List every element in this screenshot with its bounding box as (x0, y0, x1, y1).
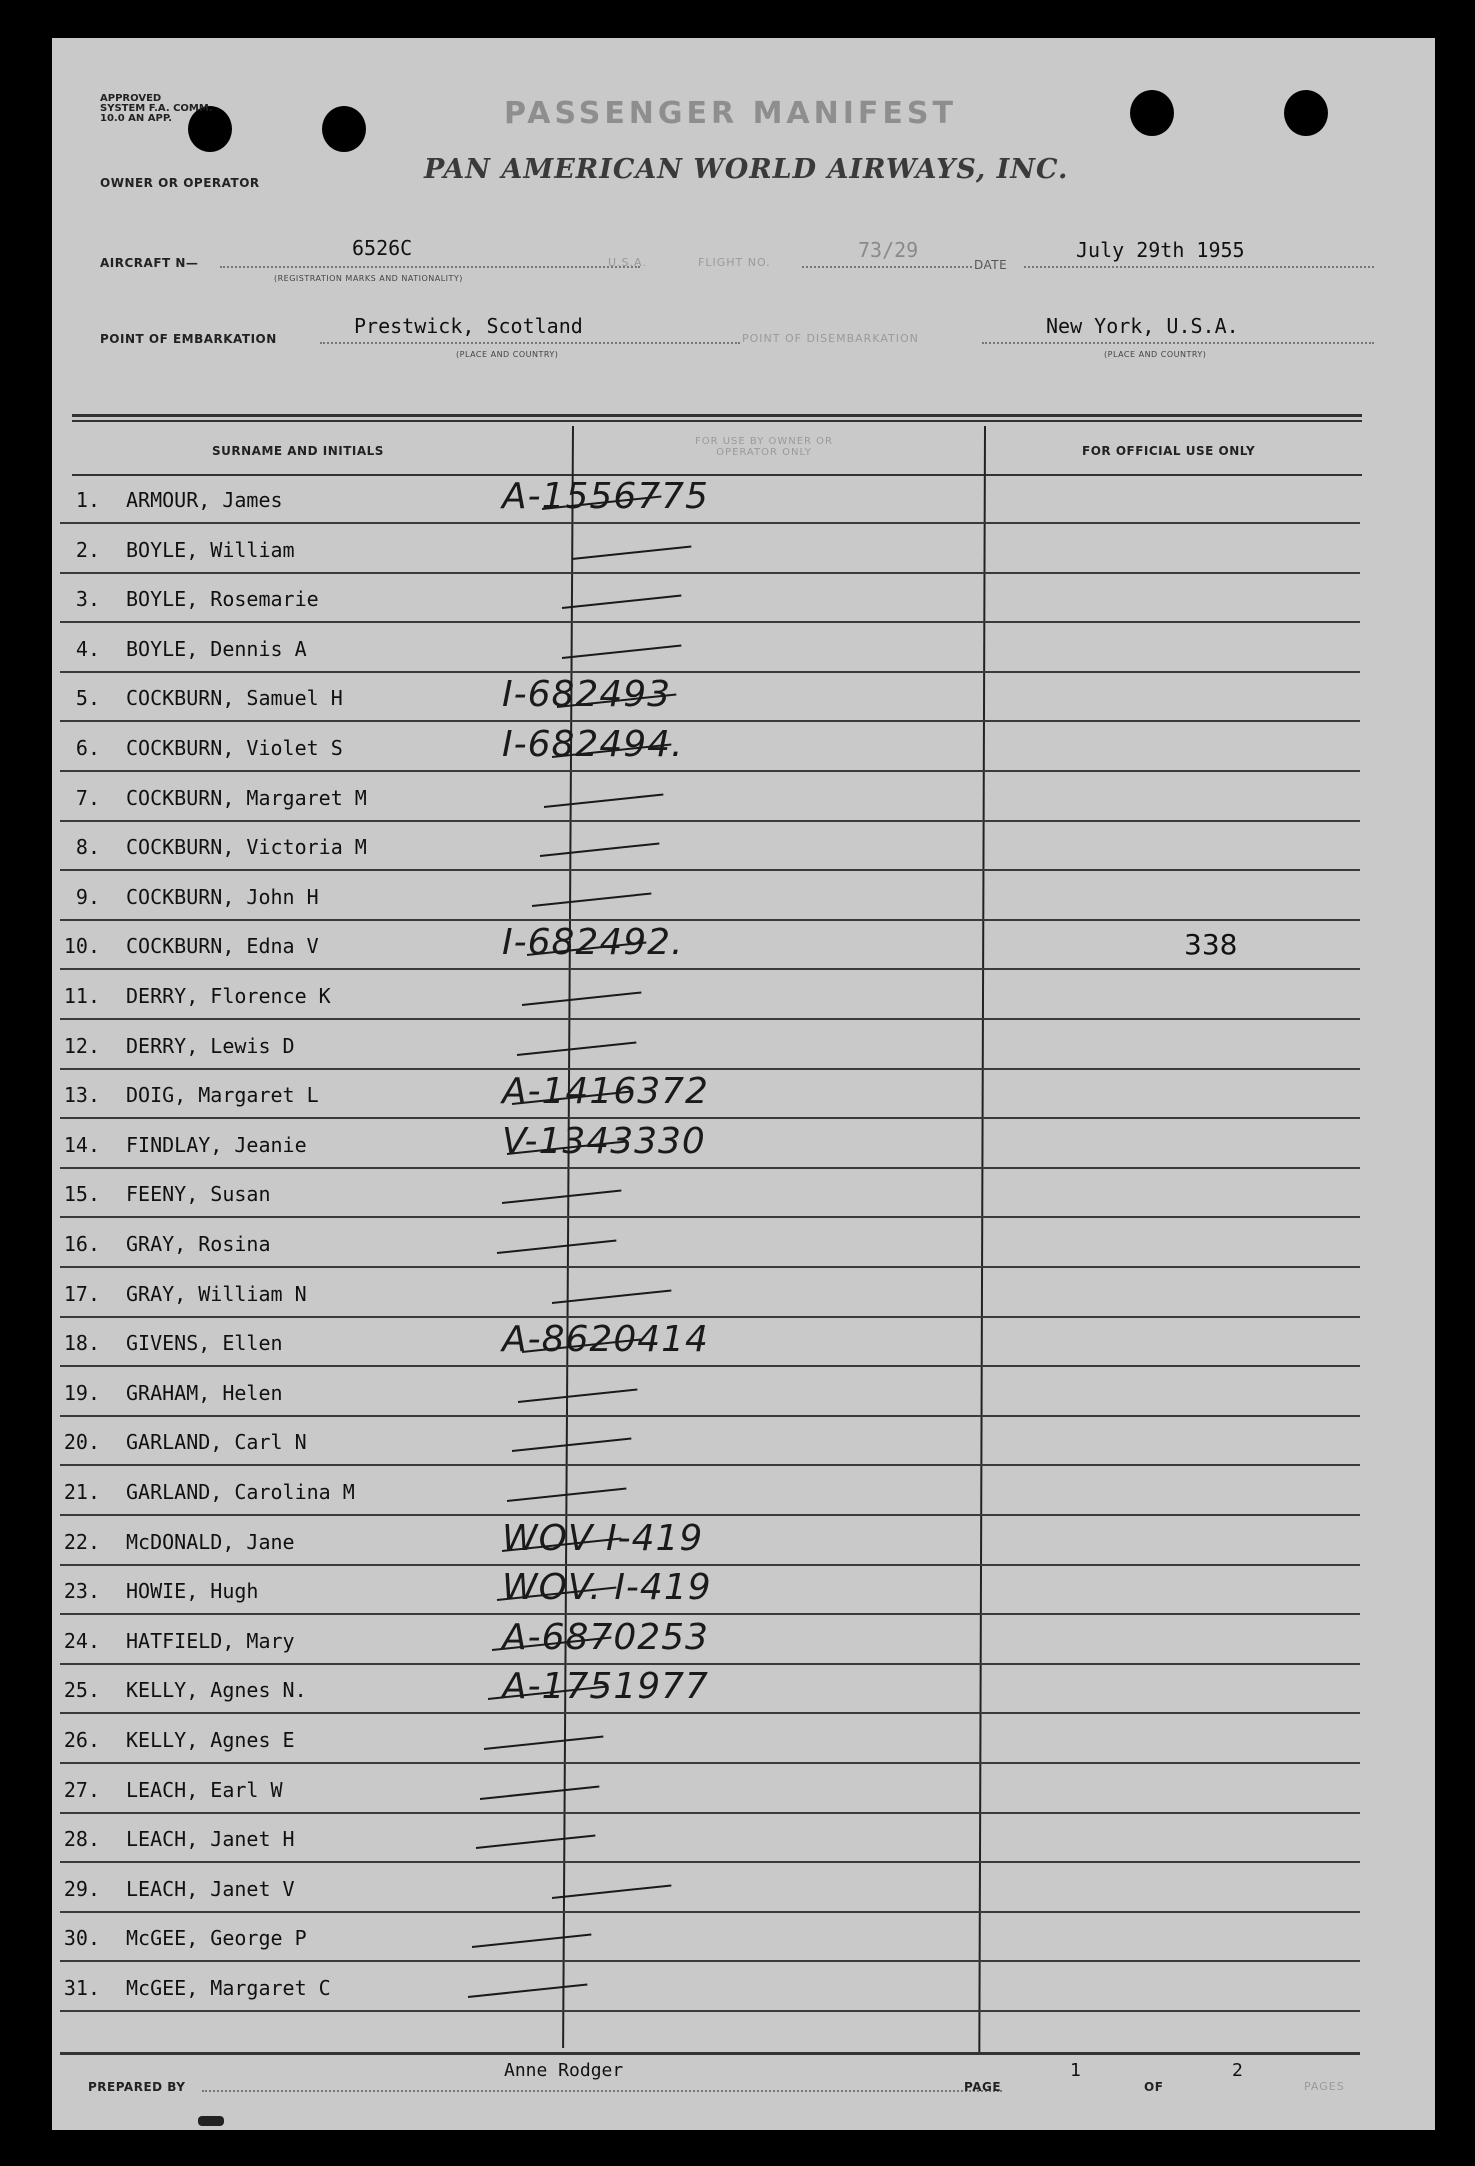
owner-entry: I-682494. (502, 724, 684, 765)
table-row (52, 1565, 1435, 1615)
table-row (52, 1168, 1435, 1218)
table-row (52, 623, 1435, 673)
check-tick (468, 1983, 588, 1998)
page-label: PAGE (964, 2080, 1002, 2094)
owner-entry: I-682492. (502, 922, 684, 964)
disembark-value: New York, U.S.A. (1046, 314, 1239, 338)
official-entry: 338 (1184, 928, 1238, 962)
flight-label: FLIGHT NO. (698, 256, 771, 269)
passenger-name: COCKBURN, John H (126, 884, 319, 909)
table-row (52, 1069, 1435, 1119)
passenger-name: COCKBURN, Samuel H (126, 686, 343, 711)
embark-caption: (PLACE AND COUNTRY) (456, 350, 559, 359)
usa-label: U.S.A. (608, 256, 647, 269)
aircraft-caption: (REGISTRATION MARKS AND NATIONALITY) (274, 274, 463, 283)
owner-entry: WOV. I-419 (502, 1567, 712, 1609)
check-tick (562, 595, 682, 610)
prepared-label: PREPARED BY (88, 2080, 186, 2094)
table-row (52, 1416, 1435, 1466)
owner-entry: A-1556775 (502, 476, 709, 517)
prepared-dotline (202, 2090, 1002, 2092)
table-row (52, 1268, 1435, 1318)
check-tick (544, 793, 664, 808)
page-value: 1 (1070, 2060, 1081, 2081)
passenger-name: BOYLE, Rosemarie (126, 587, 319, 612)
check-tick (532, 892, 652, 907)
passenger-name: GIVENS, Ellen (126, 1331, 283, 1356)
row-number: 5. (75, 686, 100, 711)
row-number: 26. (63, 1728, 100, 1752)
table-row (52, 1516, 1435, 1566)
row-number: 6. (75, 736, 100, 760)
table-row (52, 970, 1435, 1020)
row-number: 22. (63, 1529, 100, 1554)
table-row (52, 672, 1435, 722)
row-number: 2. (75, 537, 100, 562)
passenger-name: ARMOUR, James (126, 488, 283, 512)
row-number: 13. (63, 1083, 100, 1108)
table-row (52, 871, 1435, 921)
row-number: 19. (63, 1380, 100, 1405)
passenger-name: GARLAND, Carolina M (126, 1480, 355, 1504)
date-label: DATE (974, 258, 1008, 272)
passenger-name: COCKBURN, Margaret M (126, 785, 367, 810)
passenger-name: McGEE, George P (126, 1926, 307, 1951)
embark-dotline (320, 342, 740, 344)
disembark-label: POINT OF DISEMBARKATION (742, 332, 919, 345)
table-row (52, 474, 1435, 524)
table-row (52, 1466, 1435, 1516)
passenger-name: DERRY, Lewis D (126, 1033, 295, 1058)
row-number: 1. (75, 488, 100, 512)
table-row (52, 1912, 1435, 1962)
col-surname-header: SURNAME AND INITIALS (212, 444, 384, 458)
check-tick (512, 1438, 632, 1453)
aircraft-label: AIRCRAFT N— (100, 256, 199, 270)
owner-entry: WOV I-419 (502, 1517, 704, 1559)
owner-entry: A-6870253 (502, 1616, 709, 1658)
disembark-caption: (PLACE AND COUNTRY) (1104, 350, 1207, 359)
check-tick (517, 1041, 637, 1056)
col-official-header: FOR OFFICIAL USE ONLY (1082, 444, 1256, 458)
passenger-name: LEACH, Janet H (126, 1827, 295, 1852)
date-value: July 29th 1955 (1076, 238, 1245, 262)
table-row (52, 1764, 1435, 1814)
row-number: 28. (63, 1827, 100, 1852)
row-number: 14. (63, 1132, 100, 1157)
form-title: PASSENGER MANIFEST (504, 96, 957, 131)
table-row (52, 821, 1435, 871)
approval-stamp (100, 94, 213, 124)
check-tick (518, 1388, 638, 1403)
disembark-dotline (982, 342, 1374, 344)
table-row (52, 920, 1435, 970)
check-tick (497, 1239, 617, 1254)
row-number: 25. (63, 1678, 100, 1703)
table-row (52, 1615, 1435, 1665)
row-number: 8. (75, 835, 100, 860)
table-row (52, 1317, 1435, 1367)
flight-dotline (802, 266, 972, 268)
row-number: 30. (63, 1926, 100, 1951)
passenger-name: McGEE, Margaret C (126, 1976, 331, 2000)
passenger-name: FEENY, Susan (126, 1182, 271, 1207)
passenger-name: HATFIELD, Mary (126, 1628, 295, 1653)
row-number: 16. (63, 1232, 100, 1256)
check-tick (522, 991, 642, 1006)
passenger-name: DERRY, Florence K (126, 984, 331, 1008)
approval-line: 10.0 AN APP. (100, 113, 173, 124)
passenger-name: HOWIE, Hugh (126, 1579, 259, 1604)
passenger-name: LEACH, Janet V (126, 1876, 295, 1901)
table-top-rule (72, 420, 1362, 422)
aircraft-value: 6526C (352, 236, 413, 260)
row-number: 18. (63, 1331, 100, 1356)
check-tick (562, 644, 682, 659)
check-tick (472, 1934, 592, 1949)
approval-line: APPROVED (100, 93, 162, 104)
check-tick (480, 1785, 600, 1800)
table-row (52, 1863, 1435, 1913)
row-number: 17. (63, 1281, 100, 1306)
row-rule (60, 2010, 1360, 2012)
check-tick (484, 1735, 604, 1750)
check-tick (507, 1487, 627, 1502)
passenger-name: COCKBURN, Victoria M (126, 835, 367, 860)
check-tick (540, 843, 660, 858)
table-row (52, 1813, 1435, 1863)
table-row (52, 1714, 1435, 1764)
row-number: 10. (63, 934, 100, 959)
row-number: 12. (63, 1033, 100, 1058)
punch-hole (1284, 90, 1328, 136)
passenger-name: GARLAND, Carl N (126, 1430, 307, 1455)
passenger-name: KELLY, Agnes E (126, 1728, 295, 1752)
passenger-name: DOIG, Margaret L (126, 1083, 319, 1108)
passenger-name: BOYLE, William (126, 537, 295, 562)
bottom-mark (198, 2116, 224, 2126)
row-number: 3. (75, 587, 100, 612)
owner-entry: I-682493 (502, 674, 672, 716)
flight-value: 73/29 (858, 238, 919, 262)
company-name: PAN AMERICAN WORLD AIRWAYS, INC. (424, 154, 1069, 185)
passenger-name: COCKBURN, Edna V (126, 934, 319, 959)
row-number: 31. (63, 1976, 100, 2000)
passenger-name: LEACH, Earl W (126, 1777, 283, 1802)
owner-entry: V-1343330 (502, 1120, 706, 1162)
check-tick (572, 545, 692, 560)
punch-hole (322, 106, 366, 152)
owner-label: OWNER OR OPERATOR (100, 176, 260, 190)
row-number: 29. (63, 1876, 100, 1901)
embark-label: POINT OF EMBARKATION (100, 332, 277, 346)
row-number: 21. (63, 1480, 100, 1504)
table-row (52, 1664, 1435, 1714)
check-tick (502, 1190, 622, 1205)
of-label: OF (1144, 2080, 1164, 2094)
approval-line: SYSTEM F.A. COMM. (100, 103, 213, 114)
passenger-name: KELLY, Agnes N. (126, 1678, 307, 1703)
check-tick (476, 1835, 596, 1850)
of-value: 2 (1232, 2060, 1243, 2081)
check-tick (552, 1884, 672, 1899)
row-number: 7. (75, 785, 100, 810)
owner-entry: A-1416372 (502, 1071, 709, 1113)
passenger-name: GRAHAM, Helen (126, 1380, 283, 1405)
col-owner-header: FOR USE BY OWNER OR OPERATOR ONLY (694, 436, 834, 458)
table-bottom-rule (60, 2052, 1360, 2055)
passenger-name: BOYLE, Dennis A (126, 636, 307, 661)
embark-value: Prestwick, Scotland (354, 314, 583, 338)
table-row (52, 573, 1435, 623)
row-number: 20. (63, 1430, 100, 1455)
passenger-name: McDONALD, Jane (126, 1529, 295, 1554)
row-number: 11. (63, 984, 100, 1008)
owner-entry: A-1751977 (502, 1666, 709, 1708)
table-row (52, 722, 1435, 772)
table-row (52, 1367, 1435, 1417)
row-number: 24. (63, 1628, 100, 1653)
date-dotline (1024, 266, 1374, 268)
table-row (52, 772, 1435, 822)
aircraft-dotline (220, 266, 640, 268)
passenger-name: FINDLAY, Jeanie (126, 1132, 307, 1157)
table-row (52, 1962, 1435, 2012)
table-row (52, 1218, 1435, 1268)
table-top-rule (72, 414, 1362, 417)
row-number: 9. (75, 884, 100, 909)
passenger-name: GRAY, Rosina (126, 1232, 271, 1256)
check-tick (552, 1289, 672, 1304)
row-number: 23. (63, 1579, 100, 1604)
punch-hole (1130, 90, 1174, 136)
table-row (52, 1119, 1435, 1169)
passenger-name: GRAY, William N (126, 1281, 307, 1306)
row-number: 27. (63, 1777, 100, 1802)
row-number: 4. (75, 636, 100, 661)
table-row (52, 1020, 1435, 1070)
owner-entry: A-8620414 (502, 1319, 709, 1361)
pages-label: PAGES (1304, 2080, 1345, 2093)
table-row (52, 524, 1435, 574)
manifest-sheet (52, 38, 1435, 2130)
passenger-name: COCKBURN, Violet S (126, 736, 343, 760)
prepared-value: Anne Rodger (504, 2060, 624, 2081)
row-number: 15. (63, 1182, 100, 1207)
